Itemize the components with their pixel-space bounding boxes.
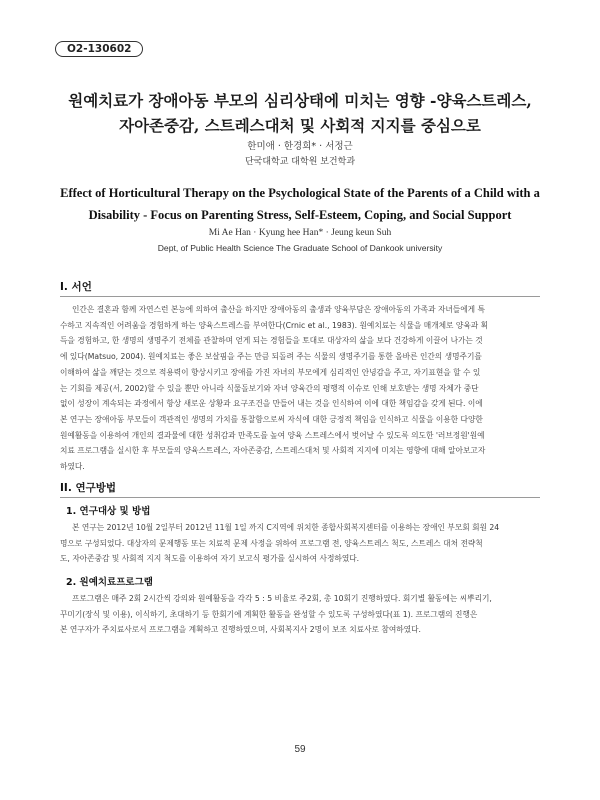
korean-affiliation: 단국대학교 대학원 보건학과 [244,157,356,167]
section-divider [60,497,540,498]
english-title [40,182,560,226]
paragraph-line: 치료 프로그램을 실시한 후 부모들의 양육스트레스, 자아존중감, 스트레스대처 및 사회적 지지에 미치는 영향에 대해 알아보고자 [60,446,486,456]
paragraph-line: 없이 성장이 계속되는 과정에서 항상 새로운 상황과 요구조건을 만들어 내는 것을 인식하여 이에 대한 책임감을 갖게 된다. 이에 [60,399,483,409]
paragraph-line: 수하고 지속적인 어려움을 경험하게 하는 양육스트레스를 부여한다(Crnic et al., 1983). 원예치료는 식물을 매개체로 양육과 획 [60,320,489,330]
paragraph-line: 본 연구는 장애아동 부모들이 객관적인 생명의 가치를 통찰함으로써 자식에 대한 긍정적 책임을 인식하고 식물을 이용한 다양한 [60,414,483,424]
paragraph-line: 득을 경험하고, 한 생명의 생명주기 전체를 관찰하며 얻게 되는 경험들을 토대로 대상자의 삶을 보다 건강하게 이끌어 나가는 것 [60,336,483,346]
section-heading-introduction: I. 서언 [60,281,92,293]
paragraph-line: 도, 자아존중감 및 사회적 지지 척도를 이용하여 자기 보고식 평가를 실시하여 사정하였다. [60,554,360,564]
english-title-line: Disability - Focus on Parenting Stress, Self-Esteem, Coping, and Social Support [88,208,512,222]
paragraph-line: 에 있다(Matsuo, 2004). 원예치료는 좋은 보살핌을 주는 만큼 되돌려 주는 식물의 생명주기를 통한 올바른 인간의 생명주기를 [60,352,482,362]
paragraph-line: 이해하여 삶을 깨닫는 것으로 적용력이 향상시키고 장애를 가진 자녀의 부모에게 심리적인 안녕감을 주고, 자기표현을 할 수 있 [60,367,481,377]
korean-title-line: 원예치료가 장애아동 부모의 심리상태에 미치는 영향 -양육스트레스, [68,91,532,110]
paragraph-line: 프로그램은 매주 2회 2시간씩 강의와 원예활동을 각각 5 : 5 비율로 주2회, 총 10회기 진행하였다. 회기별 활동에는 씨뿌리기, [72,594,492,603]
paragraph-line: 본 연구는 2012년 10월 2일부터 2012년 11월 1일 까지 C지역에 위치한 종합사회복지센터를 이용하는 장애인 부모회 회원 24 [72,523,500,532]
english-affiliation: Dept, of Public Health Science The Graduate School of Dankook university [157,243,443,253]
english-authors: Mi Ae Han · Kyung hee Han* · Jeung keun Suh [208,228,392,238]
page-number: 59 [294,744,306,755]
paragraph-line: 는 기회를 제공(서, 2002)할 수 있을 뿐만 아니라 식물돌보기와 자녀 양육간의 평행적 이슈로 인해 보호받는 생명 자체가 중단 [60,383,479,393]
subsection-heading-program: 2. 원예치료프로그램 [66,577,153,588]
program-paragraph [60,591,546,638]
korean-authors: 한미애 · 한경희* · 서정근 [247,141,353,152]
korean-title [40,88,560,138]
paragraph-line: 원예활동을 이용하여 개인의 결과물에 대한 성취감과 만족도를 높여 양육 스트레스에서 벗어날 수 있도록 의도한 '러브정원'원예 [60,430,485,440]
paragraph-line: 명으로 구성되었다. 대상자의 문제행동 또는 치료적 문제 사정을 위하여 프로그램 전, 양육스트레스 척도, 스트레스 대처 전략척 [60,538,483,548]
english-title-line: Effect of Horticultural Therapy on the Psychological State of the Parents of a Child with a [60,186,540,200]
paragraph-line: 꾸미기(장식 및 이용), 이식하기, 초대하기 등 한회기에 계획한 활동을 완성할 수 있도록 구성하였다(표 1). 프로그램의 진행은 [60,609,478,619]
subsection-heading-subjects: 1. 연구대상 및 방법 [66,506,151,517]
paper-id-badge: O2-130602 [55,41,143,57]
paragraph-line: 인간은 결혼과 함께 자연스런 본능에 의하여 출산을 하지만 장애아동의 출생과 양육부담은 장애아동의 가족과 자녀들에게 특 [72,305,485,314]
subjects-paragraph [60,520,546,567]
section-divider [60,296,540,297]
section-heading-methods: II. 연구방법 [60,482,117,494]
paragraph-line: 하였다. [60,462,85,472]
korean-title-line: 자아존중감, 스트레스대처 및 사회적 지지를 중심으로 [119,116,481,135]
introduction-paragraph [60,302,546,475]
paragraph-line: 본 연구자가 주치료사로서 프로그램을 계획하고 진행하였으며, 사회복지사 2명이 보조 치료사로 참여하였다. [60,625,421,635]
